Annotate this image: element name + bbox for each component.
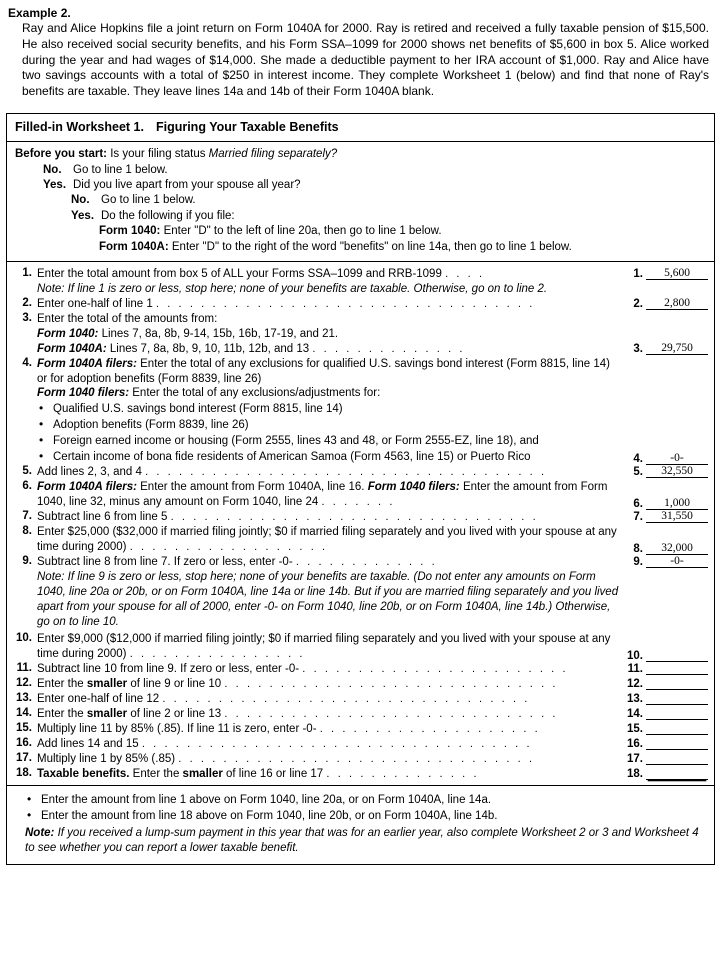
answer-group [626, 692, 708, 705]
line-text [37, 662, 626, 677]
answer-group [626, 267, 708, 280]
worksheet-lines [7, 262, 714, 786]
worksheet-line-2 [7, 297, 714, 312]
answer-number: 7. [633, 510, 643, 523]
answer-number: 5. [633, 466, 643, 479]
worksheet-line-9-note [7, 570, 714, 630]
answer-group [626, 510, 708, 523]
leader-dots: . . . . . . . [321, 496, 396, 509]
before-form-1040 [99, 224, 706, 239]
before-form-1040a [99, 240, 706, 255]
before-yes-2 [71, 209, 706, 224]
footer-bullet-2: • Enter the amount from line 18 above on Form 1040, line 20b, or on Form 1040A, line 14b. [25, 809, 704, 824]
form-1040a-filers-label: Form 1040A filers: [37, 481, 137, 494]
form-1040-filers-label: Form 1040 filers: [367, 481, 460, 494]
line-number: 5. [22, 465, 32, 478]
line-text [37, 267, 626, 282]
answer-field-6[interactable]: 1,000 [646, 497, 708, 510]
answer-field-5[interactable]: 32,550 [646, 465, 708, 478]
line-text [37, 722, 626, 737]
worksheet-line-16 [7, 737, 714, 752]
line-text-main: Enter $9,000 ($12,000 if married filing jointly; $0 if married filing separately and you lived with your spouse at any time during 2000) [37, 633, 611, 661]
line-number: 12. [16, 677, 32, 690]
line-text-main: Enter $25,000 ($32,000 if married filing jointly; $0 if married filing separately and you lived with your spouse at any time during 2000) [37, 525, 617, 553]
line-number: 1. [22, 266, 32, 279]
answer-group [626, 542, 708, 555]
before-you-start-section [7, 142, 714, 262]
before-no-1 [43, 163, 706, 178]
answer-number: 10. [627, 650, 643, 663]
line-text-main: Multiply line 11 by 85% (.85). If line 11 is zero, enter -0- [37, 723, 317, 736]
before-form-1040-label: Form 1040: [99, 225, 161, 238]
worksheet-line-17 [7, 752, 714, 767]
answer-number: 17. [627, 752, 643, 765]
before-yes-1-label: Yes. [43, 178, 67, 191]
leader-dots: . . . . . . . . . . . . . [295, 555, 438, 568]
line-text-main: Add lines 14 and 15 [37, 738, 139, 751]
answer-field-14[interactable] [646, 707, 708, 720]
leader-dots: . . . . . . . . . . . . . . [326, 767, 480, 780]
worksheet-line-10 [7, 632, 714, 662]
worksheet-line-18 [7, 767, 714, 782]
line-text-main: Enter one-half of line 12 [37, 693, 160, 706]
before-yes-2-label: Yes. [71, 209, 95, 222]
answer-number: 18. [627, 767, 643, 780]
footer-note [25, 826, 704, 857]
before-you-start-question-italic: Married filing separately? [208, 148, 338, 161]
worksheet-line-1 [7, 267, 714, 282]
form-1040-filers-label: Form 1040 filers: [37, 387, 130, 400]
before-yes-1-text: Did you live apart from your spouse all year? [73, 178, 301, 191]
form-1040-lines: Lines 7, 8a, 8b, 9-14, 15b, 16b, 17-19, and 21. [101, 327, 339, 340]
worksheet-line-8 [7, 525, 714, 555]
answer-field-12[interactable] [646, 677, 708, 690]
form-1040a-filers-label: Form 1040A filers: [37, 357, 137, 370]
answer-group [626, 297, 708, 310]
worksheet-line-15 [7, 722, 714, 737]
line-4-bullet-list [37, 402, 622, 465]
line-text-main: Multiply line 1 by 85% (.85) [37, 752, 176, 765]
leader-dots: . . . . . . . . . . . . . . . . . . . . . . . . [302, 663, 569, 676]
line-text: Enter the total of the amounts from: [37, 312, 218, 325]
answer-number: 2. [633, 297, 643, 310]
leader-dots: . . . . . . . . . . . . . . . . . . [129, 540, 328, 553]
worksheet-line-7 [7, 510, 714, 525]
before-no-1-text: Go to line 1 below. [73, 163, 168, 176]
before-form-1040-text: Enter "D" to the left of line 20a, then go to line 1 below. [163, 225, 442, 238]
line-text [37, 525, 626, 555]
answer-field-18[interactable] [646, 767, 708, 780]
answer-group [626, 342, 708, 355]
leader-dots: . . . . . . . . . . . . . . . . . . . . . . . . . . . . . . . . . . [155, 297, 535, 310]
line-text-main: Add lines 2, 3, and 4 [37, 466, 142, 479]
smaller-emphasis: smaller [86, 678, 128, 691]
worksheet-line-4 [7, 357, 714, 387]
worksheet-footer [7, 786, 714, 864]
leader-dots: . . . . . . . . . . . . . . . . . . . . . . . . . . . . . . [224, 678, 559, 691]
line-text [37, 555, 626, 570]
smaller-emphasis: smaller [86, 708, 128, 721]
worksheet-line-12 [7, 677, 714, 692]
line-number: 8. [22, 524, 32, 537]
answer-group [626, 497, 708, 510]
before-you-start-question: Is your filing status [110, 148, 206, 161]
worksheet-line-4-second [7, 386, 714, 401]
before-you-start-lead [15, 147, 706, 162]
answer-field-7[interactable]: 31,550 [646, 510, 708, 523]
worksheet-header-prefix: Filled-in Worksheet 1. [15, 120, 144, 135]
line-text [37, 737, 626, 752]
line-number: 6. [22, 480, 32, 493]
example-block [8, 6, 715, 100]
answer-field-8[interactable]: 32,000 [646, 542, 708, 555]
answer-number: 12. [627, 678, 643, 691]
answer-number: 4. [633, 453, 643, 466]
worksheet-line-6 [7, 480, 714, 510]
form-1040-label: Form 1040: [37, 327, 99, 340]
answer-field-15[interactable] [646, 722, 708, 735]
answer-group [626, 555, 708, 568]
before-form-1040a-text: Enter "D" to the right of the word "benefits" on line 14a, then go to line 1 below. [171, 240, 572, 253]
answer-number: 13. [627, 693, 643, 706]
before-yes-2-text: Do the following if you file: [101, 209, 235, 222]
answer-number: 3. [633, 342, 643, 355]
before-no-2 [71, 193, 706, 208]
answer-group [626, 737, 708, 750]
worksheet-header-title: Figuring Your Taxable Benefits [155, 120, 339, 135]
answer-group [626, 677, 708, 690]
list-item: • Certain income of bona fide residents of American Samoa (Form 4563, line 15) or Puerto Rico [37, 450, 622, 465]
line-6-text: Enter the amount from Form 1040A, line 16. [140, 481, 365, 494]
answer-group [626, 722, 708, 735]
line-6-text2: Enter the amount from Form 1040, line 32, minus any amount on Form 1040, line 24 [37, 481, 608, 509]
answer-number: 14. [627, 708, 643, 721]
worksheet-box [6, 113, 715, 864]
answer-field-1[interactable]: 5,600 [646, 267, 708, 280]
answer-number: 6. [633, 497, 643, 510]
answer-field-9[interactable]: -0- [646, 555, 708, 568]
answer-group [626, 649, 708, 662]
line-text-main: Enter the total amount from box 5 of ALL your Forms SSA–1099 and RRB-1099 [37, 267, 442, 280]
line-number: 10. [16, 632, 32, 645]
taxable-benefits-label: Taxable benefits. [37, 767, 130, 780]
worksheet-line-11 [7, 662, 714, 677]
line-number: 2. [22, 296, 32, 309]
example-title: Example 2. [8, 6, 71, 20]
line-text: Taxable benefits. Enter the smaller of line 16 or line 17 . . . . . . . . . . . . . . [37, 767, 480, 780]
footer-note-label: Note: [25, 826, 55, 839]
answer-number: 16. [627, 738, 643, 751]
answer-field-17[interactable] [646, 752, 708, 765]
answer-number: 9. [633, 555, 643, 568]
line-text [37, 297, 626, 312]
line-number: 11. [16, 662, 32, 675]
line-number: 4. [22, 356, 32, 369]
worksheet-line-3-sub-1040 [7, 327, 714, 342]
line-number: 13. [16, 692, 32, 705]
line-number: 16. [16, 737, 32, 750]
line-text [37, 632, 626, 662]
line-text [37, 357, 626, 387]
before-form-1040a-label: Form 1040A: [99, 240, 169, 253]
worksheet-line-4-bullets [7, 401, 714, 465]
answer-number: 11. [627, 663, 643, 676]
leader-dots: . . . . . . . . . . . . . . . . [129, 648, 306, 661]
answer-field-10[interactable] [646, 649, 708, 662]
example-body: Ray and Alice Hopkins file a joint return on Form 1040A for 2000. Ray is retired and received a fully taxable pension of $15,500. He also received social security benefits, and his Form SSA–1099 for 2000 shows net benefits of $5,600 in box 5. Alice worked during the year and had wages of $14,000. She made a deductible payment to her IRA account of $1,000. Ray and Alice have two savings accounts with a total of $250 in interest income. They complete Worksheet 1 (below) and find that none of Ray's benefits are taxable. They leave lines 14a and 14b of their Form 1040A blank. [22, 21, 709, 99]
before-you-start-label: Before you start: [15, 148, 108, 161]
answer-group [626, 452, 708, 465]
line-number: 3. [22, 311, 32, 324]
worksheet-line-13 [7, 692, 714, 707]
worksheet-line-3-sub-1040a [7, 342, 714, 357]
footer-note-text: If you received a lump-sum payment in this year that was for an earlier year, also complete Worksheet 2 or 3 and Worksheet 4 to see whether you can report a lower taxable benefit. [25, 826, 699, 855]
leader-dots: . . . . . . . . . . . . . . . . . . . . . . . . . . . . . . . . . [170, 510, 539, 523]
worksheet-line-5 [7, 465, 714, 480]
before-no-1-label: No. [43, 163, 62, 176]
answer-field-3[interactable]: 29,750 [646, 342, 708, 355]
answer-group [626, 767, 708, 780]
answer-group [626, 752, 708, 765]
answer-group [626, 662, 708, 675]
line-number: 15. [16, 722, 32, 735]
line-number: 9. [22, 554, 32, 567]
leader-dots: . . . . . . . . . . . . . . . . . . . . [319, 723, 541, 736]
answer-number: 8. [633, 542, 643, 555]
line-number: 7. [22, 509, 32, 522]
answer-number: 1. [633, 267, 643, 280]
leader-dots: . . . . . . . . . . . . . . . . . . . . . . . . . . . . . . [224, 708, 559, 721]
answer-field-13[interactable] [646, 692, 708, 705]
leader-dots: . . . . . . . . . . . . . . [312, 342, 466, 355]
line-text [37, 752, 626, 767]
list-item: • Adoption benefits (Form 8839, line 26) [37, 418, 622, 433]
line-text: Enter the smaller of line 2 or line 13 . . . . . . . . . . . . . . . . . . . . . . . . . . . . . . [37, 708, 559, 721]
leader-dots: . . . . . . . . . . . . . . . . . . . . . . . . . . . . . . . . . [162, 693, 530, 706]
worksheet-line-9 [7, 555, 714, 570]
list-item: • Qualified U.S. savings bond interest (Form 8815, line 14) [37, 402, 622, 417]
line-1-note: Note: If line 1 is zero or less, stop here; none of your benefits are taxable. Otherwise, go on to line 2. [37, 282, 548, 295]
form-1040a-lines: Lines 7, 8a, 8b, 9, 10, 11b, 12b, and 13 [109, 342, 310, 355]
line-text [37, 465, 626, 480]
line-number: 18. [16, 766, 32, 779]
line-text-main: Subtract line 8 from line 7. If zero or less, enter -0- [37, 555, 293, 568]
leader-dots: . . . . [445, 267, 485, 280]
before-yes-1 [43, 178, 706, 193]
line-text-main: Subtract line 6 from line 5 [37, 510, 168, 523]
list-item: • Foreign earned income or housing (Form 2555, lines 43 and 48, or Form 2555-EZ, line 18), and [37, 434, 622, 449]
worksheet-line-14 [7, 707, 714, 722]
answer-group [626, 707, 708, 720]
answer-number: 15. [627, 723, 643, 736]
answer-group [626, 465, 708, 478]
worksheet-line-1-note [7, 282, 714, 297]
line-4-text2: Enter the total of any exclusions/adjustments for: [132, 387, 381, 400]
answer-field-4[interactable]: -0- [646, 452, 708, 465]
before-no-2-text: Go to line 1 below. [101, 194, 196, 207]
answer-field-11[interactable] [646, 662, 708, 675]
line-text: Enter the smaller of line 9 or line 10 . . . . . . . . . . . . . . . . . . . . . . . . . . . . . . [37, 678, 559, 691]
line-text [37, 692, 626, 707]
footer-bullet-1: • Enter the amount from line 1 above on Form 1040, line 20a, or on Form 1040A, line 14a. [25, 793, 704, 808]
line-number: 17. [16, 751, 32, 764]
worksheet-line-3 [7, 312, 714, 327]
leader-dots: . . . . . . . . . . . . . . . . . . . . . . . . . . . . . . . . . . . [141, 738, 533, 751]
worksheet-header [7, 114, 714, 142]
line-text [37, 480, 626, 510]
line-text-main: Subtract line 10 from line 9. If zero or less, enter -0- [37, 663, 300, 676]
form-1040a-label: Form 1040A: [37, 342, 107, 355]
line-text-main: Enter one-half of line 1 [37, 297, 153, 310]
smaller-emphasis: smaller [182, 767, 223, 780]
answer-field-16[interactable] [646, 737, 708, 750]
leader-dots: . . . . . . . . . . . . . . . . . . . . . . . . . . . . . . . . . . . . [145, 466, 547, 479]
leader-dots: . . . . . . . . . . . . . . . . . . . . . . . . . . . . . . . . [178, 752, 535, 765]
before-no-2-label: No. [71, 194, 90, 207]
answer-field-2[interactable]: 2,800 [646, 297, 708, 310]
line-number: 14. [16, 707, 32, 720]
line-4-text: Enter the total of any exclusions for qualified U.S. savings bond interest (Form 8815, line 14) or for adoption benefits (Form 8839, line 26) [37, 357, 610, 385]
line-text [37, 510, 626, 525]
line-9-note: Note: If line 9 is zero or less, stop here; none of your benefits are taxable. (Do not enter any amounts on Form 1040, line 20a or 20b, or on Form 1040A, line 14a or line 14b. But if you are married filing separately and you lived apart from your spouse for all of 2000, enter -0- on Form 1040, line 20b, or on Form 1040A, line 14b.) Otherwise, go on to line 10. [37, 570, 619, 628]
